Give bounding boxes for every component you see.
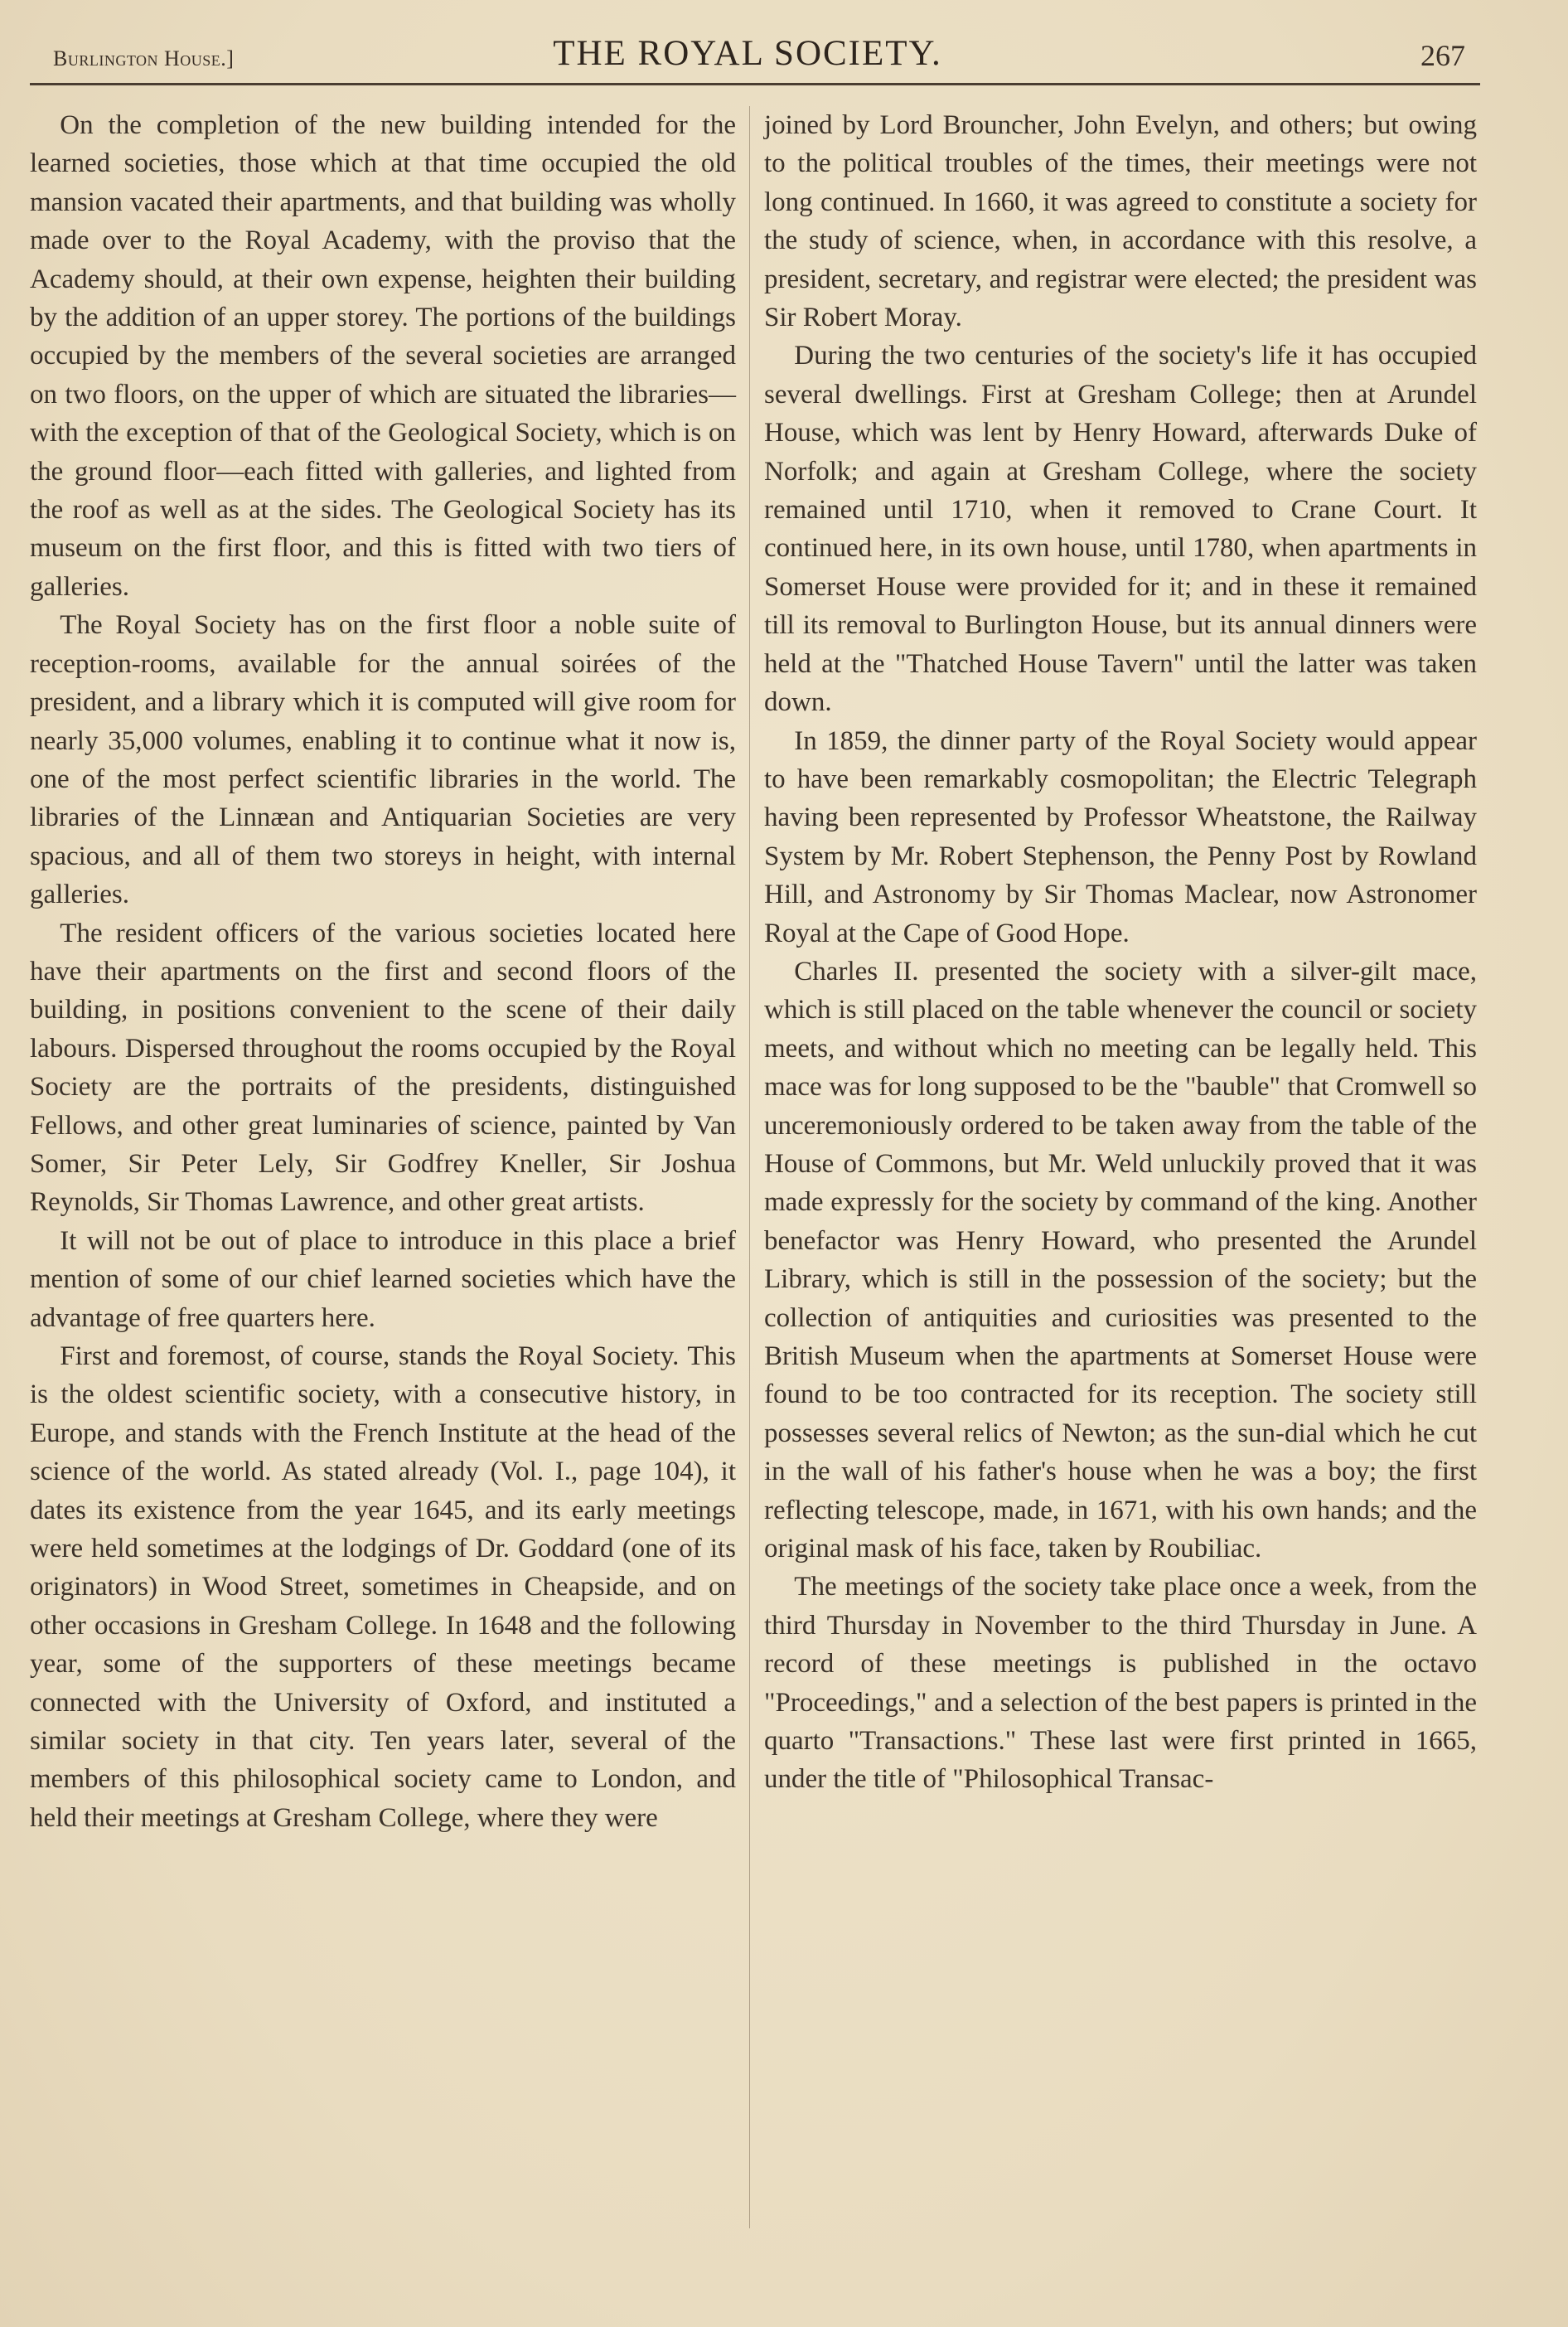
left-column	[30, 106, 736, 1837]
page-number: 267	[1420, 39, 1465, 72]
header-rule	[30, 83, 1480, 85]
paragraph: The meetings of the society take place once a week, from the third Thursday in November to the third Thursday in June. A record of these meetings is published in the octavo "Proceedings," and a selection of the best papers is printed in the quarto "Transactions." These last were first printed in 1665, under the title of "Philosophical Transac-	[764, 1572, 1477, 1795]
paragraph: First and foremost, of course, stands the Royal Society. This is the oldest scientific society, with a consecutive history, in Europe, and stands with the French Institute at the head of the science of the world. As stated already (Vol. I., page 104), it dates its existence from the year 1645, and its early meetings were held sometimes at the lodgings of Dr. Goddard (one of its originators) in Wood Street, sometimes in Cheapside, and on other occasions in Gresham College. In 1648 and the following year, some of the supporters of these meetings became connected with the University of Oxford, and instituted a similar society in that city. Ten years later, several of the members of this philosophical society came to London, and held their meetings at Gresham College, where they were	[30, 1341, 736, 1833]
paragraph-continued: joined by Lord Brouncher, John Evelyn, and others; but owing to the political troubles of the times, their meetings were not long continued. In 1660, it was agreed to constitute a society for the study of science, when, in accordance with this resolve, a president, secretary, and registrar were elected; the president was Sir Robert Moray.	[764, 110, 1477, 333]
paragraph: The resident officers of the various societies located here have their apartments on the first and second floors of the building, in positions convenient to the scene of their daily labours. Dispersed throughout the rooms occupied by the Royal Society are the portraits of the presidents, distinguished Fellows, and other great luminaries of science, painted by Van Somer, Sir Peter Lely, Sir Godfrey Kneller, Sir Joshua Reynolds, Sir Thomas Lawrence, and other great artists.	[30, 918, 736, 1218]
running-header	[30, 32, 1465, 81]
paragraph: Charles II. presented the society with a silver-gilt mace, which is still placed on the table whenever the council or society meets, and without which no meeting can be legally held. This mace was for long supposed to be the "bauble" that Cromwell so unceremoniously ordered to be taken away from the table of the House of Commons, but Mr. Weld unluckily proved that it was made expressly for the society by command of the king. Another benefactor was Henry Howard, who presented the Arundel Library, which is still in the possession of the society; but the collection of antiquities and curiosities was presented to the British Museum when the apartments at Somerset House were found to be too contracted for its reception. The society still possesses several relics of Newton; as the sun-dial which he cut in the wall of his father's house when he was a boy; the first reflecting telescope, made, in 1671, with his own hands; and the original mask of his face, taken by Roubiliac.	[764, 956, 1477, 1564]
paragraph: On the completion of the new building intended for the learned societies, those which at that time occupied the old mansion vacated their apartments, and that building was wholly made over to the Royal Academy, with the proviso that the Academy should, at their own expense, heighten their building by the addition of an upper storey. The portions of the buildings occupied by the members of the several societies are arranged on two floors, on the upper of which are situated the libraries—with the exception of that of the Geological Society, which is on the ground floor—each fitted with galleries, and lighted from the roof as well as at the sides. The Geological Society has its museum on the first floor, and this is fitted with two tiers of galleries.	[30, 110, 736, 602]
paragraph: During the two centuries of the society's life it has occupied several dwellings. First at Gresham College; then at Arundel House, which was lent by Henry Howard, afterwards Duke of Norfolk; and again at Gresham College, where the society remained until 1710, when it removed to Crane Court. It continued here, in its own house, until 1780, when apartments in Somerset House were provided for it; and in these it remained till its removal to Burlington House, but its annual dinners were held at the "Thatched House Tavern" until the latter was taken down.	[764, 341, 1477, 718]
right-column	[764, 106, 1477, 1799]
header-location: Burlington House.]	[53, 46, 235, 70]
page-title: THE ROYAL SOCIETY.	[553, 34, 942, 73]
paragraph: In 1859, the dinner party of the Royal Society would appear to have been remarkably cosmopolitan; the Electric Telegraph having been represented by Professor Wheatstone, the Railway System by Mr. Robert Stephenson, the Penny Post by Rowland Hill, and Astronomy by Sir Thomas Maclear, now Astronomer Royal at the Cape of Good Hope.	[764, 725, 1477, 948]
paragraph: The Royal Society has on the first floor a noble suite of reception-rooms, available for the annual soirées of the president, and a library which it is computed will give room for nearly 35,000 volumes, enabling it to continue what it now is, one of the most perfect scientific libraries in the world. The libraries of the Linnæan and Antiquarian Societies are very spacious, and all of them two storeys in height, with internal galleries.	[30, 610, 736, 910]
column-divider	[749, 106, 750, 2228]
paragraph: It will not be out of place to introduce in this place a brief mention of some of our chief learned societies which have the advantage of free quarters here.	[30, 1225, 736, 1333]
